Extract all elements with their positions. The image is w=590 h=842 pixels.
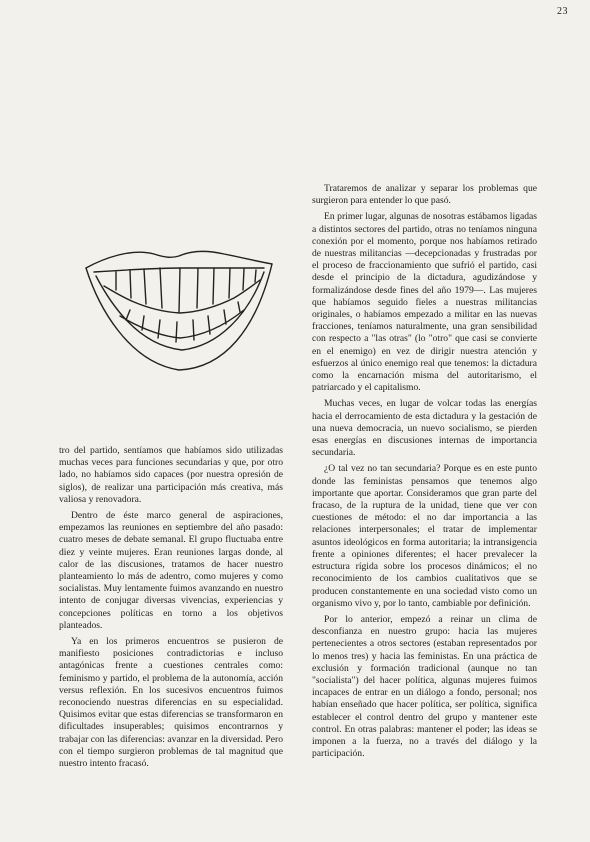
paragraph: Muchas veces, en lugar de volcar todas las energías hacia el derrocamiento de esta dictadura y la gestación de una nueva democracia, un nuevo socialismo, se pierden esas energías en discusiones internas de importancia secundaria. (312, 398, 537, 459)
left-text-column (59, 445, 283, 774)
paragraph: Por lo anterior, empezó a reinar un clima de desconfianza en nuestro grupo: hacia las mujeres pertenecientes a otros sectores (estaban representados por lo menos tres) y hacia las feministas. En una práctica de exclusión y formación tradicional (aunque no tan "socialista") del hacer política, algunas mujeres fuimos incapaces de entrar en un diálogo a fondo, personal; nos habían enseñado que hacer política, ser política, significa establecer el control dentro del grupo y mantener este control. En otras palabras: mantener el poder; las ideas se imponen a la fuerza, no a través del diálogo y la participación. (312, 613, 537, 760)
smiling-mouth-drawing-icon (84, 246, 274, 381)
paragraph: tro del partido, sentíamos que habíamos sido utilizadas muchas veces para funciones secundarias y que, por otro lado, no habíamos sido capaces (por nuestra opresión de siglos), de realizar una participación más creativa, más valiosa y renovadora. (59, 445, 283, 505)
paragraph: ¿O tal vez no tan secundaria? Porque es en este punto donde las feministas pensamos que tenemos algo importante que aportar. Consideramos que gran parte del fracaso, de la ruptura de la unidad, tiene que ver con cuestiones de método: el no dar importancia a las relaciones interpersonales; el tratar de implementar asuntos ideológicos en forma autoritaria; la intransigencia frente a opiniones diferentes; el hacer prevalecer la estructura rígida sobre los procesos dinámicos; el no reconocimiento de los cambios cualitativos que se producen constantemente en una sociedad visto como un organismo vivo y, por lo tanto, cambiable por definición. (312, 463, 537, 609)
paragraph: En primer lugar, algunas de nosotras estábamos ligadas a distintos sectores del partido, otras no teníamos ninguna conexión por el momento, porque nos habíamos retirado de nuestras militancias —decepcionadas y frustradas por el proceso de fraccionamiento que sufrió el partido, casi desde el principio de la dictadura, agudizándose y formalizándose desde fines del año 1979—. Las mujeres que habíamos seguido fieles a nuestras militancias originales, o habíamos empezado a militar en las nuevas fracciones, teníamos naturalmente, una gran sensibilidad con respecto a "las otras" (lo "otro" que casi se convierte en el enemigo) en vez de dirigir nuestra atención y esfuerzos al único enemigo real que tenemos: la dictadura como la encarnación misma del autoritarismo, el patriarcado y el capitalismo. (312, 211, 537, 394)
right-text-column (312, 183, 537, 764)
paragraph: Dentro de éste marco general de aspiraciones, empezamos las reuniones en septiembre del año pasado: cuatro meses de debate semanal. El grupo fluctuaba entre diez y veinte mujeres. Eran reuniones largas donde, al calor de las discusiones, tratamos de hacer nuestro planteamiento lo más de adentro, como mujeres y como socialistas. Muy lentamente fuimos avanzando en nuestro intento de conjugar diversas vivencias, experiencias y concepciones políticas en torno a los objetivos planteados. (59, 510, 283, 631)
page-number: 23 (557, 6, 568, 17)
paragraph: Trataremos de analizar y separar los problemas que surgieron para entender lo que pasó. (312, 183, 537, 207)
paragraph: Ya en los primeros encuentros se pusieron de manifiesto posiciones contradictorias e incluso antagónicas frente a cuestiones centrales como: feminismo y partido, el problema de la autonomía, acción versus reflexión. En los sucesivos encuentros fuimos reconociendo nuestras diferencias en su especialidad. Quisimos evitar que estas diferencias se transformaron en dificultades insuperables; quisimos encontrarnos y trabajar con las diferencias: avanzar en la diversidad. Pero con el tiempo surgieron problemas de tal magnitud que nuestro intento fracasó. (59, 636, 283, 770)
